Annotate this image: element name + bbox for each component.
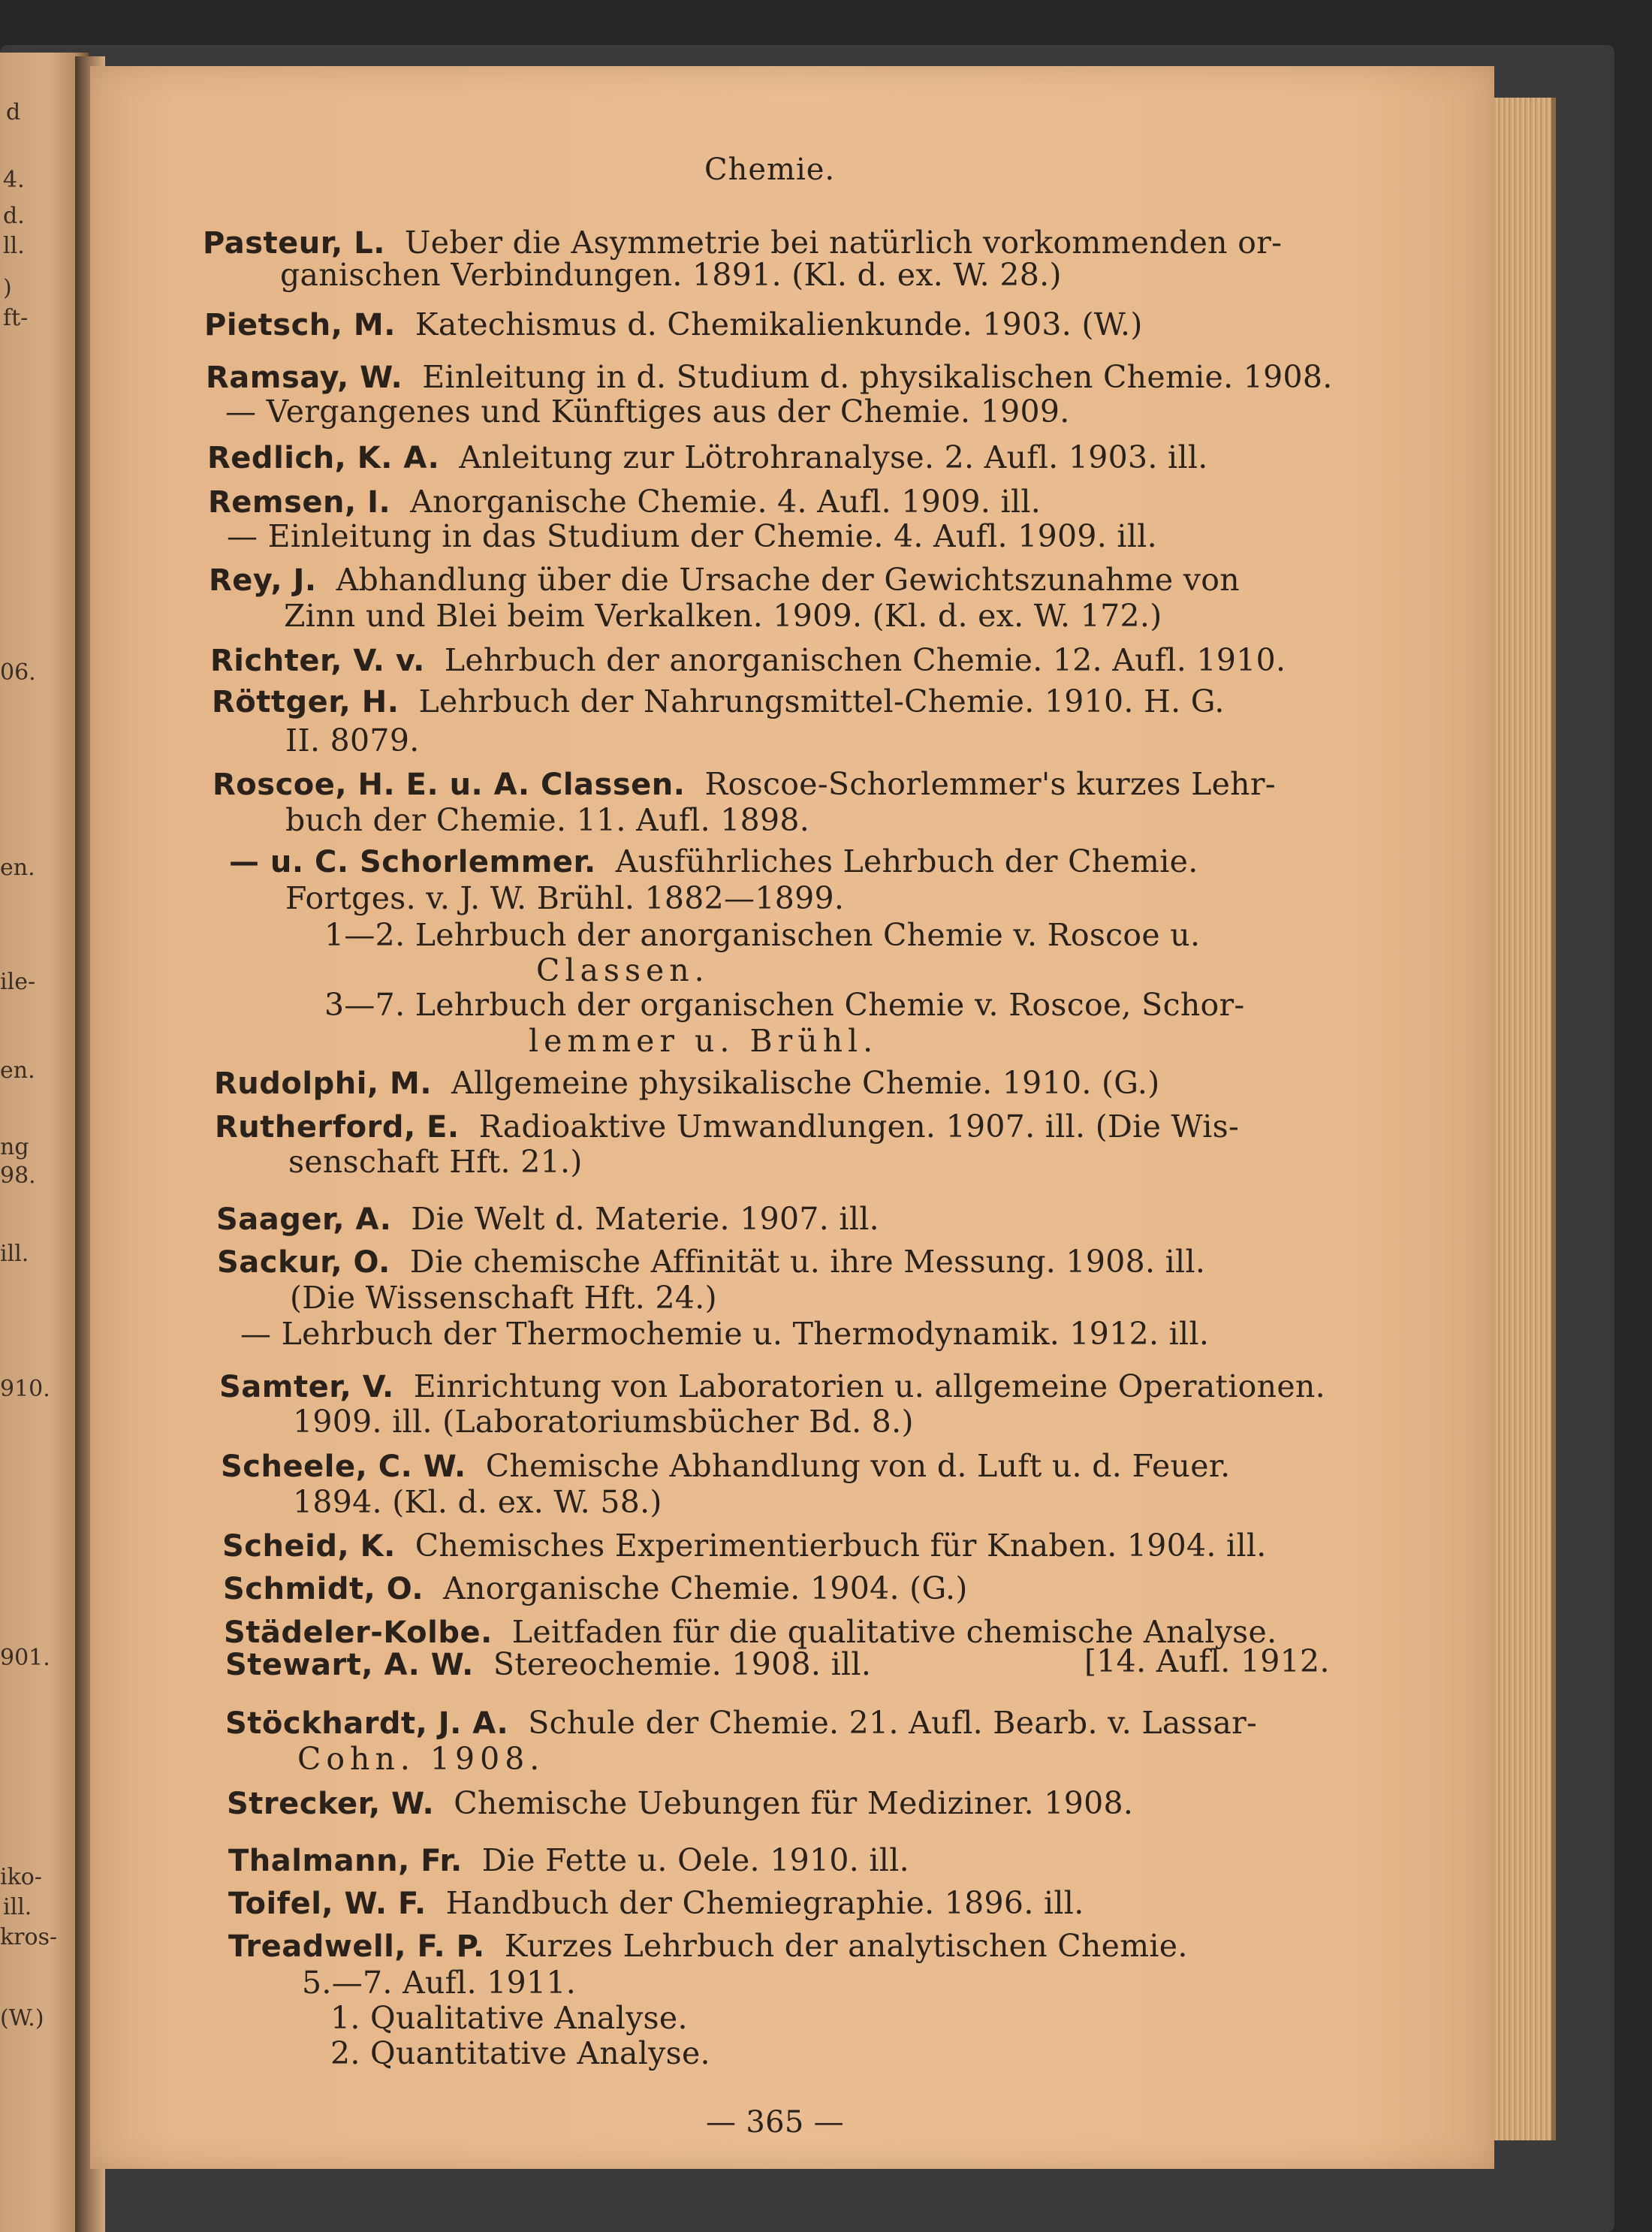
- author-name: Scheid, K.: [222, 1529, 396, 1564]
- fragment: 98.: [0, 1163, 36, 1189]
- entry-line: senschaft Hft. 21.): [288, 1144, 583, 1180]
- entry-line: Classen.: [536, 952, 710, 988]
- page-number: — 365 —: [706, 2105, 844, 2140]
- entry-rey: [209, 562, 1240, 598]
- entry-scheid: [222, 1528, 1267, 1564]
- entry-line: (Die Wissenschaft Hft. 24.): [290, 1280, 717, 1316]
- author-name: Städeler-Kolbe.: [224, 1615, 493, 1650]
- entry-line: Abhandlung über die Ursache der Gewichtszunahme von: [336, 562, 1240, 598]
- entry-richter: [210, 642, 1286, 678]
- fragment: en.: [0, 855, 35, 881]
- entry-rudolphi: [214, 1065, 1160, 1101]
- fragment: ill.: [3, 1894, 32, 1920]
- entry-treadwell: [228, 1928, 1188, 1964]
- entry-line: Lehrbuch der anorganischen Chemie. 12. Aufl. 1910.: [444, 642, 1286, 678]
- entry-line: 3—7. Lehrbuch der organischen Chemie v. Roscoe, Schor-: [324, 987, 1245, 1023]
- fragment: ill.: [0, 1241, 29, 1267]
- entry-line: Die chemische Affinität u. ihre Messung. 1908. ill.: [409, 1244, 1206, 1280]
- entry-line: 1909. ill. (Laboratoriumsbücher Bd. 8.): [293, 1404, 914, 1440]
- author-name: Strecker, W.: [227, 1787, 435, 1821]
- entry-line: Einleitung in d. Studium d. physikalischen Chemie. 1908.: [422, 359, 1333, 395]
- fragment: (W.): [0, 2005, 44, 2031]
- fragment: kros-: [0, 1924, 58, 1950]
- entry-toifel: [228, 1885, 1084, 1921]
- entry-line: 1. Qualitative Analyse.: [330, 2000, 688, 2036]
- author-name: Rey, J.: [209, 563, 317, 598]
- entry-line: Ueber die Asymmetrie bei natürlich vorkommenden or-: [404, 225, 1283, 261]
- entry-line: — Lehrbuch der Thermochemie u. Thermodynamik. 1912. ill.: [240, 1316, 1210, 1352]
- entry-roscoe: [213, 766, 1276, 802]
- entry-line: Fortges. v. J. W. Brühl. 1882—1899.: [285, 880, 845, 916]
- entry-thalmann: [228, 1842, 909, 1878]
- entry-scheele: [221, 1448, 1231, 1484]
- entry-line: Handbuch der Chemiegraphie. 1896. ill.: [445, 1885, 1084, 1921]
- entry-schmidt: [223, 1570, 968, 1606]
- author-name: Samter, V.: [219, 1370, 394, 1404]
- entry-samter: [219, 1368, 1325, 1404]
- author-name: Sackur, O.: [217, 1245, 390, 1280]
- entry-remsen: [208, 484, 1042, 520]
- page-header: Chemie.: [704, 152, 836, 187]
- entry-line: Chemische Uebungen für Mediziner. 1908.: [454, 1785, 1134, 1821]
- entry-line: Chemisches Experimentierbuch für Knaben. 1904. ill.: [415, 1528, 1267, 1564]
- author-name: Redlich, K. A.: [207, 441, 440, 475]
- entry-schorlemmer: [229, 843, 1198, 879]
- entry-line: 2. Quantitative Analyse.: [330, 2035, 710, 2071]
- author-name: Pietsch, M.: [204, 308, 396, 342]
- fragment: ile-: [0, 969, 36, 995]
- entry-pasteur: [203, 225, 1283, 261]
- entry-line: Chemische Abhandlung von d. Luft u. d. Feuer.: [485, 1448, 1231, 1484]
- entry-line: ganischen Verbindungen. 1891. (Kl. d. ex. W. 28.): [280, 257, 1062, 293]
- entry-line: Cohn. 1908.: [297, 1741, 545, 1777]
- author-name: Schmidt, O.: [223, 1572, 424, 1606]
- author-name: Toifel, W. F.: [228, 1887, 427, 1921]
- author-name: Saager, A.: [216, 1202, 392, 1237]
- author-name: Richter, V. v.: [210, 644, 425, 678]
- entry-line: — Einleitung in das Studium der Chemie. 4. Aufl. 1909. ill.: [227, 518, 1157, 554]
- entry-line: Anorganische Chemie. 4. Aufl. 1909. ill.: [410, 484, 1042, 520]
- fragment: ll.: [3, 233, 25, 259]
- fragment: 4.: [3, 167, 25, 193]
- author-name: Ramsay, W.: [206, 360, 403, 395]
- entry-line: 1894. (Kl. d. ex. W. 58.): [293, 1484, 662, 1520]
- fragment: d.: [3, 203, 25, 229]
- entry-line: Einrichtung von Laboratorien u. allgemeine Operationen.: [413, 1368, 1325, 1404]
- entry-pietsch: [204, 306, 1143, 342]
- entry-line: Die Welt d. Materie. 1907. ill.: [411, 1201, 879, 1237]
- entry-rutherford: [215, 1108, 1240, 1145]
- author-name: Röttger, H.: [212, 685, 399, 719]
- author-name: Pasteur, L.: [203, 226, 385, 261]
- entry-line: Roscoe-Schorlemmer's kurzes Lehr-: [704, 766, 1276, 802]
- entry-line: buch der Chemie. 11. Aufl. 1898.: [285, 802, 810, 838]
- author-name: Thalmann, Fr.: [228, 1844, 463, 1878]
- fragment: iko-: [0, 1864, 42, 1890]
- author-name: Stöckhardt, J. A.: [225, 1706, 509, 1741]
- author-name: Roscoe, H. E. u. A. Classen.: [213, 768, 686, 802]
- author-name: Rutherford, E.: [215, 1110, 460, 1145]
- entry-line: Ausführliches Lehrbuch der Chemie.: [615, 843, 1198, 879]
- entry-line: [14. Aufl. 1912.: [1084, 1643, 1330, 1679]
- fragment: ng: [0, 1134, 29, 1160]
- entry-line: Radioaktive Umwandlungen. 1907. ill. (Die Wis-: [478, 1108, 1240, 1145]
- author-name: Treadwell, F. P.: [228, 1929, 485, 1964]
- fragment: 910.: [0, 1376, 50, 1402]
- entry-line: Katechismus d. Chemikalienkunde. 1903. (W.): [415, 306, 1143, 342]
- entry-roettger: [212, 683, 1225, 719]
- entry-stewart: [225, 1646, 872, 1682]
- entry-redlich: [207, 439, 1208, 475]
- fragment: en.: [0, 1057, 35, 1084]
- entry-line: Stereochemie. 1908. ill.: [493, 1646, 872, 1682]
- author-name: Rudolphi, M.: [214, 1066, 433, 1101]
- entry-stoeckhardt: [225, 1705, 1258, 1741]
- entry-line: Anorganische Chemie. 1904. (G.): [443, 1570, 968, 1606]
- entry-line: lemmer u. Brühl.: [529, 1023, 879, 1059]
- fragment: 06.: [0, 659, 36, 686]
- author-name: Stewart, A. W.: [225, 1648, 474, 1682]
- entry-saager: [216, 1201, 879, 1237]
- entry-line: Anleitung zur Lötrohranalyse. 2. Aufl. 1903. ill.: [459, 439, 1208, 475]
- fragment: ): [3, 275, 12, 301]
- entry-line: II. 8079.: [285, 722, 420, 759]
- entry-sackur: [217, 1244, 1206, 1280]
- author-name: Scheele, C. W.: [221, 1449, 466, 1484]
- entry-line: Zinn und Blei beim Verkalken. 1909. (Kl. d. ex. W. 172.): [284, 598, 1162, 634]
- entry-line: Die Fette u. Oele. 1910. ill.: [481, 1842, 909, 1878]
- entry-line: 5.—7. Aufl. 1911.: [302, 1965, 577, 2001]
- fragment: d: [6, 99, 21, 125]
- entry-line: Allgemeine physikalische Chemie. 1910. (G.): [451, 1065, 1160, 1101]
- author-name: Remsen, I.: [208, 485, 391, 520]
- entry-ramsay: [206, 359, 1333, 395]
- entry-line: Schule der Chemie. 21. Aufl. Bearb. v. Lassar-: [528, 1705, 1258, 1741]
- entry-line: Leitfaden für die qualitative chemische Analyse.: [511, 1614, 1277, 1650]
- fragment: 901.: [0, 1645, 50, 1671]
- author-name: — u. C. Schorlemmer.: [229, 845, 596, 879]
- entry-line: Kurzes Lehrbuch der analytischen Chemie.: [504, 1928, 1188, 1964]
- entry-strecker: [227, 1785, 1134, 1821]
- entry-line: 1—2. Lehrbuch der anorganischen Chemie v. Roscoe u.: [324, 917, 1201, 953]
- entry-line: — Vergangenes und Künftiges aus der Chemie. 1909.: [225, 394, 1070, 430]
- entry-line: Lehrbuch der Nahrungsmittel-Chemie. 1910. H. G.: [418, 683, 1225, 719]
- fragment: ft-: [3, 305, 29, 331]
